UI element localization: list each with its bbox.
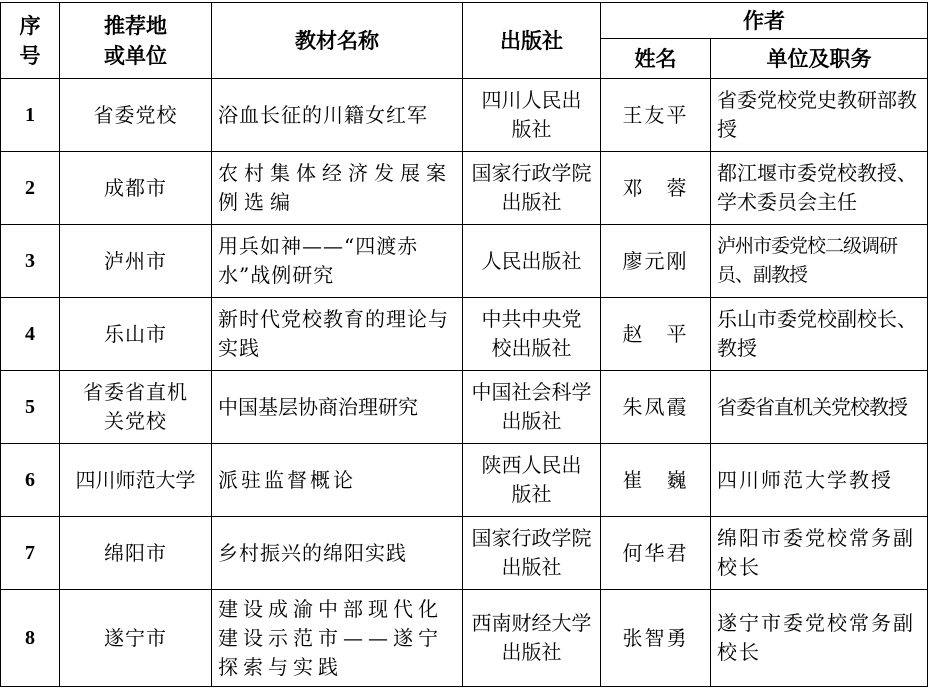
table-row [1, 371, 928, 444]
cell-no: 3 [1, 225, 60, 298]
cell-author-position: 都江堰市委党校教授、学术委员会主任 [711, 152, 928, 225]
table-row [1, 79, 928, 152]
cell-region: 省委省直机关党校 [60, 371, 212, 444]
table-row [1, 590, 928, 687]
cell-title: 新时代党校教育的理论与实践 [212, 298, 463, 371]
header-title: 教材名称 [212, 3, 463, 79]
cell-author-name: 邓 蓉 [601, 152, 711, 225]
header-author: 作者 [601, 3, 928, 39]
table-row [1, 225, 928, 298]
cell-publisher: 国家行政学院出版社 [463, 152, 601, 225]
cell-no: 4 [1, 298, 60, 371]
header-no: 序号 [1, 3, 60, 79]
cell-publisher: 中共中央党校出版社 [463, 298, 601, 371]
cell-title: 用兵如神——“四渡赤水”战例研究 [212, 225, 463, 298]
cell-title: 中国基层协商治理研究 [212, 371, 463, 444]
cell-author-position: 绵阳市委党校常务副校长 [711, 517, 928, 590]
cell-no: 1 [1, 79, 60, 152]
header-author-position: 单位及职务 [711, 39, 928, 79]
cell-title: 农村集体经济发展案例选编 [212, 152, 463, 225]
cell-author-position: 泸州市委党校二级调研员、副教授 [711, 225, 928, 298]
cell-region: 绵阳市 [60, 517, 212, 590]
cell-region: 省委党校 [60, 79, 212, 152]
cell-no: 7 [1, 517, 60, 590]
cell-publisher: 四川人民出版社 [463, 79, 601, 152]
header-region: 推荐地或单位 [60, 3, 212, 79]
table-row [1, 444, 928, 517]
cell-title: 乡村振兴的绵阳实践 [212, 517, 463, 590]
cell-region: 四川师范大学 [60, 444, 212, 517]
table-row [1, 298, 928, 371]
header-author-name: 姓名 [601, 39, 711, 79]
cell-author-name: 赵 平 [601, 298, 711, 371]
cell-no: 2 [1, 152, 60, 225]
cell-author-name: 崔 巍 [601, 444, 711, 517]
cell-title: 浴血长征的川籍女红军 [212, 79, 463, 152]
cell-author-name: 何华君 [601, 517, 711, 590]
cell-no: 5 [1, 371, 60, 444]
cell-publisher: 西南财经大学出版社 [463, 590, 601, 687]
cell-author-name: 朱凤霞 [601, 371, 711, 444]
cell-title: 建设成渝中部现代化建设示范市——遂宁探索与实践 [212, 590, 463, 687]
header-row [1, 3, 928, 39]
table-row [1, 517, 928, 590]
cell-region: 遂宁市 [60, 590, 212, 687]
cell-author-name: 廖元刚 [601, 225, 711, 298]
cell-author-name: 王友平 [601, 79, 711, 152]
cell-title: 派驻监督概论 [212, 444, 463, 517]
cell-no: 6 [1, 444, 60, 517]
cell-author-position: 乐山市委党校副校长、教授 [711, 298, 928, 371]
cell-no: 8 [1, 590, 60, 687]
header-publisher: 出版社 [463, 3, 601, 79]
textbook-table [0, 2, 928, 687]
cell-publisher: 陕西人民出版社 [463, 444, 601, 517]
cell-publisher: 中国社会科学出版社 [463, 371, 601, 444]
cell-region: 成都市 [60, 152, 212, 225]
cell-author-position: 遂宁市委党校常务副校长 [711, 590, 928, 687]
cell-author-name: 张智勇 [601, 590, 711, 687]
table-row [1, 152, 928, 225]
cell-region: 乐山市 [60, 298, 212, 371]
cell-publisher: 人民出版社 [463, 225, 601, 298]
cell-author-position: 四川师范大学教授 [711, 444, 928, 517]
cell-region: 泸州市 [60, 225, 212, 298]
cell-publisher: 国家行政学院出版社 [463, 517, 601, 590]
cell-author-position: 省委省直机关党校教授 [711, 371, 928, 444]
cell-author-position: 省委党校党史教研部教授 [711, 79, 928, 152]
